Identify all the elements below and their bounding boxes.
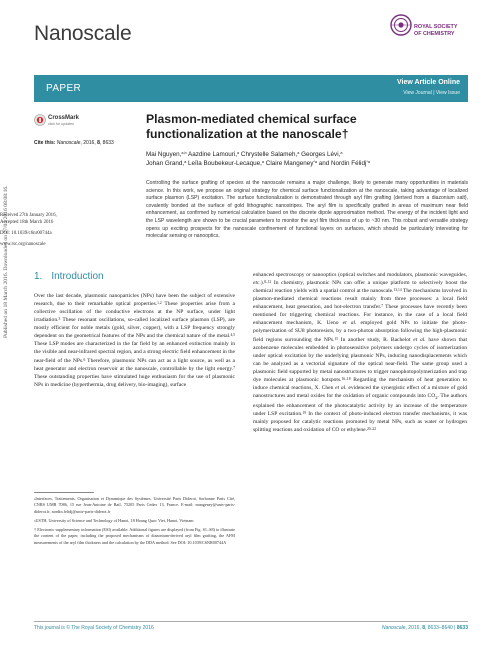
italic-text: et al. xyxy=(342,320,357,327)
italic-text: et al. xyxy=(413,336,426,343)
link-separator: | xyxy=(431,90,436,96)
crossmark-badge[interactable] xyxy=(34,112,94,128)
text-run: Mai Nguyen, xyxy=(146,151,182,158)
cite-year: , 2016, xyxy=(80,140,98,146)
citation-superscript[interactable]: 3 xyxy=(58,317,61,322)
received-date: Received 27th January 2016, xyxy=(0,213,57,218)
section-heading-introduction xyxy=(34,271,104,282)
text-run: USTH, University of Science and Technology of Hanoi, 18 Hoang Quoc Viet, Hanoi, Vietnam xyxy=(35,517,194,523)
footnote-affiliation-a xyxy=(34,496,235,515)
text-run: have shown that azobenzene molecules embedded in photosensitive polymers undergo cycles of isomerization under optical excitation by the underlying plasmonic NPs, inducing nanodisplacements which can be analyzed as a vectorial signature of the optical near-field. The same group used a plasmonic field supported by metal nanostructures to trigger nanophotopolymerization and trap dye molecules at plasmonic hotspots. xyxy=(253,336,468,383)
text-run: Leïla Boubekeur-Lecaque, xyxy=(186,160,262,167)
view-issue-link[interactable]: View Issue xyxy=(435,90,460,96)
footnote-rule xyxy=(34,492,94,493)
subscript: 2 xyxy=(435,395,438,401)
citation-superscript[interactable]: 6 xyxy=(83,357,86,362)
text-run: employed gold NPs to initiate the photo-polymerization of SU8 photoresists, by a two-photon absorption following the high-plasmonic field regions surrounding the NPs. xyxy=(253,320,467,343)
journal-issue-links xyxy=(403,90,460,96)
author-line-2 xyxy=(146,159,466,168)
citation-superscript[interactable]: 20–22 xyxy=(367,427,376,432)
citation-superscript[interactable]: a xyxy=(340,151,343,155)
text-run: Chrystelle Salameh, xyxy=(239,151,298,158)
masthead xyxy=(34,14,468,54)
text-run: enhanced spectroscopy or nanooptics (optical switches and modulators, plasmonic waveguides, xyxy=(253,272,467,278)
footnote-affiliation-b xyxy=(34,518,235,524)
author-list xyxy=(146,150,466,168)
rsc-line1: ROYAL SOCIETY xyxy=(414,24,458,30)
section-title: Introduction xyxy=(51,271,104,282)
rsc-line2: OF CHEMISTRY xyxy=(414,30,455,37)
footer-page-number: 8633 xyxy=(456,625,468,631)
text-run: These outstanding properties have stimulated huge enthusiasm for the use of plasmonic NPs in medicine (hyperthermia, drug delivery, bio-imaging), surface xyxy=(34,373,235,388)
citation-superscript[interactable]: a,b xyxy=(181,151,187,155)
citation-superscript[interactable]: a xyxy=(261,160,265,164)
journal-name: Nanoscale xyxy=(34,22,132,45)
view-article-online-link[interactable]: View Article Online xyxy=(396,79,460,86)
citation-superscript[interactable]: 7 xyxy=(381,304,384,309)
author-line-1 xyxy=(146,150,466,159)
citation-superscript[interactable]: 19 xyxy=(302,411,307,416)
italic-text: etc. xyxy=(253,280,261,287)
abstract: Controlling the surface grafting of species at the nanoscale remains a major challenge, likely to generate many opportunities in materials science. In this work, we propose an original strategy for chemical surface functionalization at the nanoscale, taking advantage of localized surface plasmon (LSP) excitation. The surface functionalization is demonstrated through aryl film grafting (derived from a diazonium salt), covalently bonded at the surface of gold lithographic nanostripes. The aryl film is specifically grafted in areas of maximum near field enhancement, as confirmed by numerical calculation based on the discrete dipole approximation method. The energy of the incident light and the LSP wavelength are shown to be crucial parameters to monitor the aryl film thickness of up to ~30 nm. This robust and versatile strategy opens up exciting prospects for the nanoscale confinement of functional layers on surfaces, which should be particularly interesting for molecular sensing or nanooptics. xyxy=(146,180,468,240)
text-run: Georges Lévi, xyxy=(299,151,341,158)
citation-superscript[interactable]: a xyxy=(184,160,187,164)
text-run: In the context of photo-induced electron transfer mechanisms, it was mainly proposed for catalytic reactions promoted by metal NPs, such as water or hydrogen splitting reactions and oxidation of CO or ethylene. xyxy=(253,411,467,434)
text-run: . The authors explained the enhancement of the photocatalytic activity by an increase of the temperature under LSP excitation. xyxy=(253,392,467,418)
journal-url-link[interactable]: www.rsc.org/nanoscale xyxy=(0,242,46,247)
publication-dates xyxy=(0,212,110,248)
text-run: evidenced the synergistic effect of a mixture of gold nanostructures and metal oxides for the oxidation of organic compounds into CO xyxy=(253,384,468,399)
article-type-banner xyxy=(34,75,468,102)
text-run: Johan Grand, xyxy=(146,160,185,167)
citation-superscript[interactable]: a xyxy=(297,151,300,155)
footer-pages: , 8633–8640 | xyxy=(424,625,457,631)
download-stamp-text: Published on 18 March 2016. Downloaded on 27/04/2016 08:08:16. xyxy=(3,185,9,338)
citation-superscript[interactable]: a xyxy=(237,151,240,155)
doi-link[interactable]: DOI: 10.1039/c6nr00744a xyxy=(0,231,52,236)
cite-this xyxy=(34,140,114,146)
text-run: Claire Mangeney xyxy=(264,160,314,167)
cite-prefix: Cite this: xyxy=(34,140,57,146)
text-run: Over the last decade, plasmonic nanoparticles (NPs) have been the subject of extensive research, due to their remarkable optical properties. xyxy=(34,293,235,308)
section-number: 1. xyxy=(34,271,43,282)
text-run: These properties arise from a collective oscillation of the conductive electrons at the NP surface, under light irradiation. xyxy=(34,301,235,324)
cite-pages: , 8633 xyxy=(99,140,114,146)
footer-volume: 8 xyxy=(422,625,425,631)
cite-journal: Nanoscale xyxy=(56,140,81,146)
rsc-logo xyxy=(390,14,468,52)
rsc-wordmark xyxy=(414,24,457,37)
text-run: These processes have recently been mentioned for triggering chemical reactions. For instance, in the case of a local field enhancement mechanism, K. Ueno xyxy=(253,304,467,327)
citation-superscript[interactable]: 16–18 xyxy=(341,376,351,381)
citation-superscript[interactable]: 7 xyxy=(233,365,235,370)
text-run: In another study, R. Bachelot xyxy=(338,336,414,343)
text-run: In chemistry, plasmonic NPs can offer a unique platform to selectively boost the chemical reaction yields with a spatial control at the nanoscale. xyxy=(253,280,467,295)
text-run: These resonant oscillations, so-called localized surface plasmon (LSP), are mostly efficient for noble metals (gold, silver, copper), with a LSP frequency strongly dependent on the geometrical features of the NPs and the chemical nature of the metal. xyxy=(34,317,235,340)
footer-journal: Nanoscale xyxy=(381,625,406,631)
citation-superscript[interactable]: a xyxy=(34,497,36,501)
footer-rule xyxy=(34,621,468,622)
footer-year: , 2016, xyxy=(405,625,423,631)
body-column-right xyxy=(253,271,467,434)
view-journal-link[interactable]: View Journal xyxy=(403,90,432,96)
citation-superscript[interactable]: 15 xyxy=(334,336,339,341)
citation-superscript[interactable]: 4,5 xyxy=(230,333,235,338)
citation-superscript[interactable]: 8–12 xyxy=(264,280,272,285)
text-run: Aazdine Lamouri, xyxy=(186,151,238,158)
italic-text: et al. xyxy=(335,384,347,391)
footer-copyright: This journal is © The Royal Society of Chemistry 2016 xyxy=(34,625,154,631)
crossmark-label: CrossMark xyxy=(48,115,80,121)
text-run: † Electronic supplementary information (ESI) available: Additional figures are displayed (from Fig. S1–S8) to illustrate the content of the paper, including the proposed mechanisms of diazonium-derived aryl film grafting, the AFM measurements of the aryl film thickness and the calculation by the DDA method. See DOI: 10.1039/C6NR00744A xyxy=(34,527,235,545)
citation-superscript[interactable]: b xyxy=(34,518,36,523)
footer-citation xyxy=(382,625,468,631)
rsc-crest-icon xyxy=(390,14,412,36)
accepted-date: Accepted 18th March 2016 xyxy=(0,220,54,225)
citation-superscript[interactable]: *a xyxy=(366,160,370,164)
text-run: These LSP modes are characterized in the far field by an enhanced extinction mainly in the visible and near-infrared spectral region, and a strong electric field enhancement in the near-field of the NPs. xyxy=(34,341,235,364)
download-stamp xyxy=(3,185,13,338)
text-run: Regarding the mechanism of heat generation to induce chemical reactions, X. Chen xyxy=(253,376,468,391)
text-run: and Nordin Félidj xyxy=(317,160,367,167)
footnote-esi xyxy=(34,527,235,546)
article-type-label: PAPER xyxy=(46,83,82,94)
article-title: Plasmon-mediated chemical surface functionalization at the nanoscale† xyxy=(146,112,357,141)
text-run: Therefore, plasmonic NPs can act as a light source, as well as a heat generator and electron reservoir at the nanoscale, controllable by the light energy. xyxy=(34,357,235,372)
citation-superscript[interactable]: *a xyxy=(313,160,317,164)
body-column-left xyxy=(34,292,235,389)
footnotes xyxy=(34,496,235,549)
text-run: Interfaces, Traitements, Organisation et Dynamique des Systèmes, Université Paris Diderot, Sorbonne Paris Cité, CNRS UMR 7086, 15 rue Jean-Antoine de Baïf, 75205 Paris Cedex 13, France. E-mail: mangeney@univ-paris-diderot.fr, nordin.felidj@univ-paris-diderot.fr xyxy=(34,496,235,514)
text-run: The mechanisms involved in plasmon-mediated chemical reactions result mainly from three processes: a local field enhancement, heat generation, and hot-electron transfer. xyxy=(253,288,468,311)
text-run: ). xyxy=(260,280,265,287)
cite-volume: 8 xyxy=(97,140,100,146)
citation-superscript[interactable]: 13,14 xyxy=(393,288,402,293)
crossmark-sublabel: click for updates xyxy=(48,122,74,126)
crossmark-icon xyxy=(34,114,46,126)
citation-superscript[interactable]: 1,2 xyxy=(157,301,162,306)
